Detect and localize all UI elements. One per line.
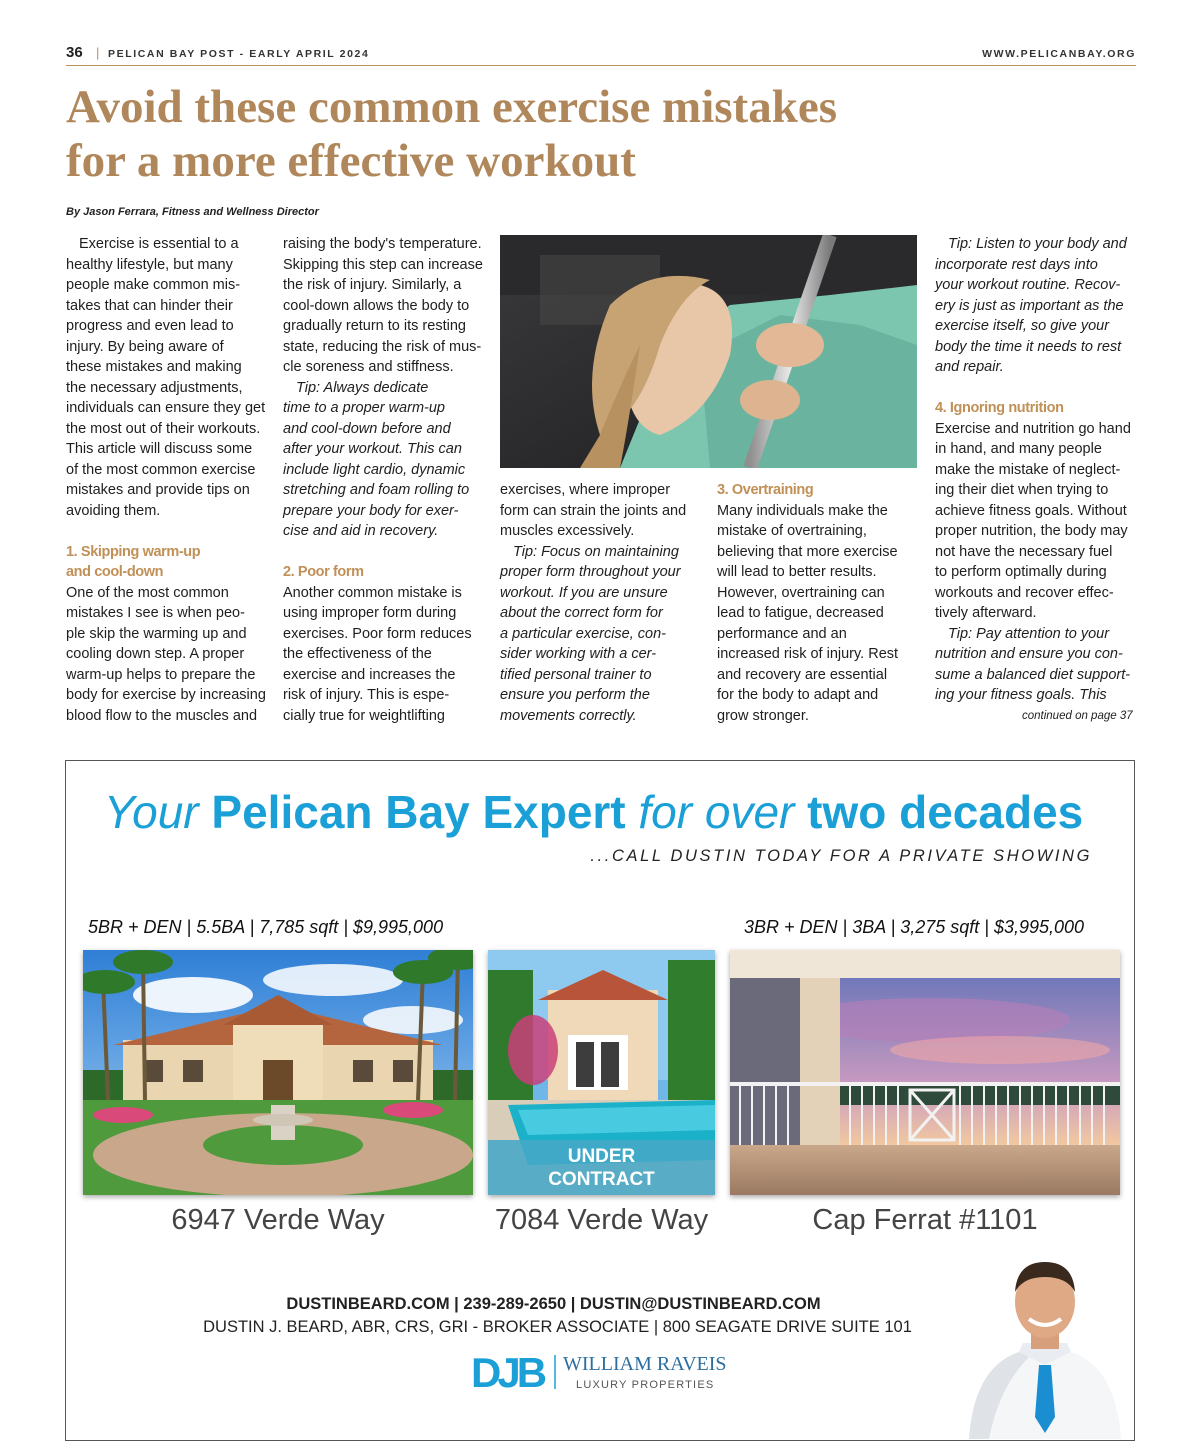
logo-mark: DJB	[471, 1351, 544, 1393]
text-line: Many individuals make the	[717, 502, 888, 519]
tip-line: sider working with a cer-	[500, 646, 657, 662]
text-line: using improper form during	[283, 605, 457, 621]
text-line: grow stronger.	[717, 707, 809, 724]
text-line: for the body to adapt and	[717, 687, 879, 703]
tip-line: ery is just as important as the	[935, 297, 1124, 314]
section-heading: 3. Overtraining	[717, 482, 814, 498]
agent-credentials: DUSTIN J. BEARD, ABR, CRS, GRI - BROKER ASSOCIATE | 800 SEAGATE DRIVE SUITE 101	[203, 1318, 912, 1336]
tip-line: exercise itself, so give your	[935, 318, 1110, 334]
text-line: This article will discuss some	[66, 441, 253, 457]
text-line: raising the body's temperature.	[283, 236, 482, 252]
byline: By Jason Ferrara, Fitness and Wellness Director	[66, 206, 319, 218]
text-line: the most out of their workouts.	[66, 420, 261, 437]
title-line-1: Avoid these common exercise mistakes	[66, 81, 838, 133]
real-estate-ad	[65, 760, 1135, 1441]
text-line: However, overtraining can	[717, 584, 885, 601]
tip-line: and repair.	[935, 359, 1004, 375]
text-line: mistakes and provide tips on	[66, 482, 250, 498]
tip-line: include light cardio, dynamic	[283, 461, 466, 478]
text-line: the risk of injury. Similarly, a	[283, 277, 462, 293]
section-heading: 2. Poor form	[283, 564, 364, 580]
header-separator: |	[96, 45, 100, 60]
text-line: cially true for weightlifting	[283, 707, 445, 724]
text-line: of the most common exercise	[66, 461, 256, 478]
tip-line: tified personal trainer to	[500, 666, 652, 683]
badge-line: UNDER	[567, 1146, 636, 1167]
headline-word: Pelican Bay Expert	[211, 786, 626, 838]
tip-line: cise and aid in recovery.	[283, 523, 439, 539]
text-line: state, reducing the risk of mus-	[283, 338, 482, 355]
tip-line: nutrition and ensure you con-	[935, 646, 1123, 662]
agent-portrait	[959, 1247, 1131, 1439]
headline-word: Your	[104, 786, 199, 838]
article-column-5	[935, 234, 1131, 706]
text-line: proper nutrition, the body may	[935, 523, 1128, 539]
tip-line: Tip: Always dedicate	[296, 379, 429, 396]
tip-line: and cool-down before and	[283, 420, 451, 437]
text-line: exercises. Poor form reduces	[283, 625, 472, 642]
article-column-1	[66, 234, 266, 726]
ad-tagline: ...CALL DUSTIN TODAY FOR A PRIVATE SHOWING	[590, 847, 1092, 865]
text-line: make the mistake of neglect-	[935, 461, 1121, 478]
brokerage-logo	[471, 1351, 736, 1393]
text-line: warm-up helps to prepare the	[66, 666, 256, 683]
website-link[interactable]: WWW.PELICANBAY.ORG	[982, 48, 1136, 60]
headline-word: for over	[638, 786, 795, 838]
tip-line: Tip: Pay attention to your	[948, 625, 1110, 642]
text-line: blood flow to the muscles and	[66, 707, 258, 724]
tip-line: your workout routine. Recov-	[935, 277, 1121, 293]
tip-line: sume a balanced diet support-	[935, 666, 1131, 683]
text-line: avoiding them.	[66, 502, 161, 519]
ad-headline	[104, 785, 1104, 839]
tip-line: workout. If you are unsure	[500, 584, 668, 601]
logo-sub: LUXURY PROPERTIES	[576, 1379, 715, 1391]
tip-line: about the correct form for	[500, 605, 663, 621]
article-column-3	[500, 480, 686, 726]
text-line: not have the necessary fuel	[935, 543, 1113, 560]
tip-line: a particular exercise, con-	[500, 625, 667, 642]
text-line: in hand, and many people	[935, 441, 1102, 457]
tip-line: movements correctly.	[500, 707, 637, 724]
article-title	[66, 80, 1066, 188]
page-header	[66, 44, 1136, 66]
section-heading: and cool-down	[66, 564, 164, 580]
text-line: Skipping this step can increase	[283, 256, 483, 273]
tip-line: Tip: Listen to your body and	[948, 236, 1127, 252]
bench-press-photo	[500, 235, 917, 468]
text-line: Exercise is essential to a	[79, 236, 239, 252]
text-line: progress and even lead to	[66, 318, 234, 334]
logo-brand: WILLIAM RAVEIS	[563, 1353, 727, 1375]
badge-line: CONTRACT	[548, 1169, 655, 1190]
text-line: the effectiveness of the	[283, 646, 432, 662]
page-number: 36	[66, 44, 83, 61]
text-line: tively afterward.	[935, 605, 1037, 621]
text-line: believing that more exercise	[717, 543, 898, 560]
text-line: mistakes I see is when peo-	[66, 605, 245, 621]
text-line: risk of injury. This is espe-	[283, 687, 450, 703]
text-line: these mistakes and making	[66, 359, 242, 375]
text-line: will lead to better results.	[717, 564, 877, 580]
tip-line: time to a proper warm-up	[283, 400, 445, 416]
tip-line: prepare your body for exer-	[283, 502, 459, 519]
listing-photo-balcony[interactable]	[730, 950, 1120, 1195]
continued-note[interactable]: continued on page 37	[1022, 710, 1133, 722]
publication-name: PELICAN BAY POST - EARLY APRIL 2024	[108, 48, 370, 60]
listing-photo-estate[interactable]	[83, 950, 473, 1195]
text-line: exercises, where improper	[500, 482, 671, 498]
text-line: form can strain the joints and	[500, 502, 687, 519]
text-line: individuals can ensure they get	[66, 400, 266, 416]
section-heading: 1. Skipping warm-up	[66, 543, 201, 560]
section-heading: 4. Ignoring nutrition	[935, 400, 1064, 416]
text-line: takes that can hinder their	[66, 297, 233, 314]
text-line: gradually return to its resting	[283, 318, 466, 334]
listing-address: Cap Ferrat #1101	[812, 1204, 1038, 1236]
text-line: achieve fitness goals. Without	[935, 502, 1127, 519]
text-line: cle soreness and stiffness.	[283, 359, 454, 375]
listing-photo-pool[interactable]	[488, 950, 715, 1195]
tip-line: Tip: Focus on maintaining	[513, 543, 679, 560]
tip-line: body the time it needs to rest	[935, 338, 1122, 355]
text-line: lead to fatigue, decreased	[717, 605, 884, 621]
agent-contact[interactable]: DUSTINBEARD.COM | 239-289-2650 | DUSTIN@DUSTINBEARD.COM	[286, 1295, 821, 1313]
tip-line: after your workout. This can	[283, 441, 462, 457]
tip-line: stretching and foam rolling to	[283, 482, 470, 498]
text-line: cooling down step. A proper	[66, 646, 245, 662]
listing-address: 7084 Verde Way	[494, 1204, 709, 1236]
text-line: injury. By being aware of	[66, 338, 224, 355]
text-line: mistake of overtraining,	[717, 523, 867, 539]
headline-word: two decades	[807, 786, 1084, 838]
text-line: performance and an	[717, 625, 847, 642]
tip-line: ing your fitness goals. This	[935, 687, 1107, 703]
listing-specs: 3BR + DEN | 3BA | 3,275 sqft | $3,995,000	[744, 917, 1085, 937]
text-line: muscles excessively.	[500, 523, 635, 539]
text-line: increased risk of injury. Rest	[717, 646, 899, 662]
text-line: cool-down allows the body to	[283, 297, 470, 314]
text-line: One of the most common	[66, 584, 229, 601]
text-line: healthy lifestyle, but many	[66, 256, 233, 273]
text-line: ple skip the warming up and	[66, 625, 247, 642]
text-line: people make common mis-	[66, 277, 241, 293]
tip-line: incorporate rest days into	[935, 256, 1098, 273]
text-line: exercise and increases the	[283, 666, 456, 683]
tip-line: ensure you perform the	[500, 687, 650, 703]
text-line: body for exercise by increasing	[66, 687, 266, 703]
text-line: Exercise and nutrition go hand	[935, 420, 1131, 437]
under-contract-badge	[488, 1140, 715, 1195]
text-line: and recovery are essential	[717, 666, 888, 683]
title-line-2: for a more effective workout	[66, 135, 636, 187]
listing-specs: 5BR + DEN | 5.5BA | 7,785 sqft | $9,995,000	[88, 917, 444, 937]
text-line: to perform optimally during	[935, 564, 1107, 580]
article-column-4	[717, 480, 898, 726]
listing-address: 6947 Verde Way	[171, 1204, 385, 1236]
tip-line: proper form throughout your	[500, 564, 681, 580]
text-line: Another common mistake is	[283, 584, 462, 601]
article-column-2	[283, 234, 483, 726]
text-line: workouts and recover effec-	[935, 584, 1114, 601]
text-line: the necessary adjustments,	[66, 379, 243, 396]
text-line: ing their diet when trying to	[935, 482, 1109, 498]
